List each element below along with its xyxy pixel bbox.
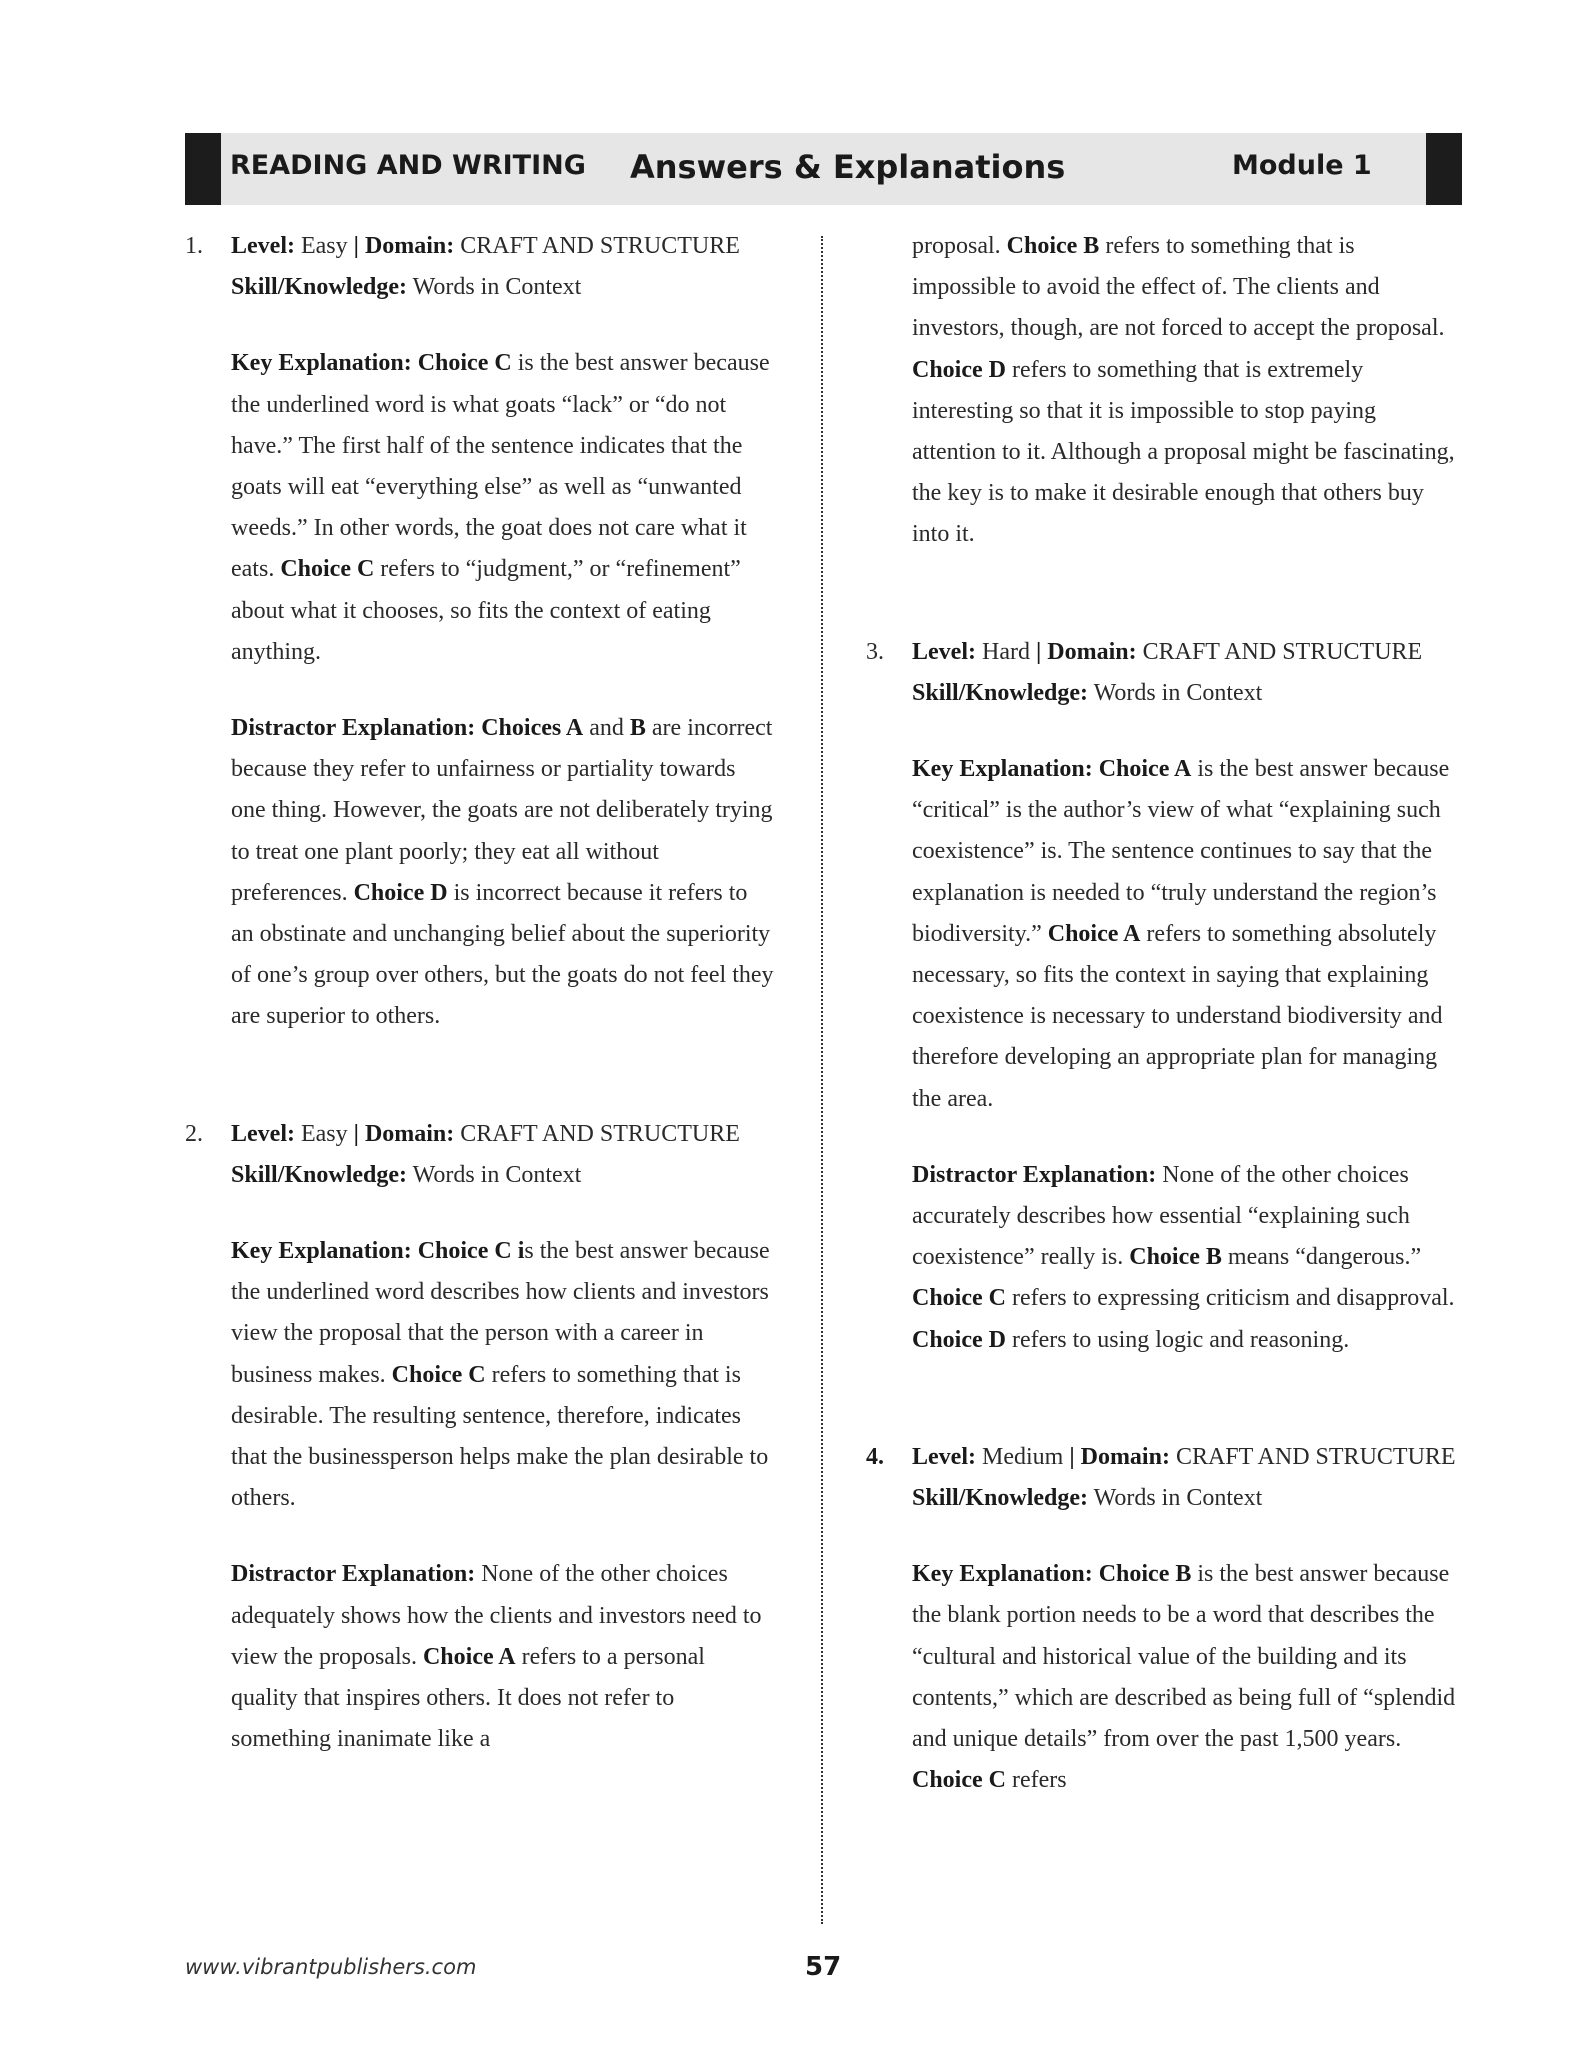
explanation-text: is the best answer because the underlined word is what goats “lack” or “do not have.” The first half of the sentence indicates that the goats will eat “everything else” as well as “unwanted weeds.” In other words, the goat does not care what it eats.: [231, 350, 770, 583]
right-column: [866, 226, 1462, 1802]
key-explanation: [231, 1231, 775, 1519]
question-1: [185, 226, 775, 1038]
domain-label: Domain:: [364, 233, 455, 259]
distractor-label: Distractor Explanation:: [231, 1561, 476, 1588]
level-label: Level:: [912, 638, 976, 665]
distractor-explanation: [912, 1155, 1462, 1361]
choice-ref: Choice B: [1006, 233, 1100, 259]
explanation-text: s the best answer because the underlined word describes how clients and investors view the proposal that the person with a career in business makes.: [231, 1238, 770, 1388]
meta-separator: |: [353, 1120, 359, 1147]
level-value: Medium: [981, 1443, 1064, 1470]
choice-ref: Choice D: [353, 879, 448, 906]
skill-value: Words in Context: [412, 274, 582, 301]
header-title: Answers & Explanations: [630, 148, 1066, 186]
question-2: [185, 1114, 775, 1761]
meta-separator: |: [1035, 638, 1042, 665]
explanation-text: refers to something that is impossible to avoid the effect of. The clients and investors, though, are not forced to accept the proposal.: [912, 233, 1445, 342]
question-number: 4.: [866, 1443, 884, 1470]
explanation-text: and: [589, 715, 624, 742]
choice-ref: Choice A: [422, 1643, 516, 1670]
key-label: Key Explanation:: [231, 350, 412, 377]
explanation-text: refers to expressing criticism and disapproval.: [1011, 1285, 1455, 1312]
explanation-text: refers to a personal quality that inspires others. It does not refer to something inanimate like a: [231, 1643, 705, 1753]
key-explanation: [231, 343, 775, 673]
choice-ref: Choice C: [417, 350, 512, 377]
skill-label: Skill/Knowledge:: [912, 679, 1089, 706]
level-label: Level:: [231, 1120, 295, 1147]
distractor-label: Distractor Explanation:: [231, 715, 476, 742]
choice-ref: Choice D: [912, 356, 1006, 383]
skill-label: Skill/Knowledge:: [231, 274, 408, 301]
level-value: Easy: [300, 1120, 348, 1147]
meta-separator: |: [1069, 1443, 1075, 1470]
left-column: [185, 226, 775, 1761]
explanation-text: None of the other choices adequately shows how the clients and investors need to view the proposals.: [231, 1561, 762, 1670]
choice-ref: Choice B: [1098, 1561, 1192, 1588]
choice-ref: Choice C: [391, 1361, 486, 1388]
choice-ref: Choice A: [1098, 756, 1192, 783]
explanation-text: refers to “judgment,” or “refinement” about what it chooses, so fits the context of eating anything.: [231, 556, 741, 665]
choice-ref: Choices A: [481, 715, 584, 742]
skill-value: Words in Context: [412, 1161, 582, 1188]
domain-label: Domain:: [1080, 1443, 1170, 1470]
explanation-text: is incorrect because it refers to an obstinate and unchanging belief about the superiority of one’s group over others, but the goats do not feel they are superior to others.: [231, 879, 774, 1030]
domain-value: CRAFT AND STRUCTURE: [1142, 638, 1423, 665]
choice-ref: Choice C i: [417, 1238, 525, 1265]
key-label: Key Explanation:: [912, 1561, 1093, 1588]
skill-label: Skill/Knowledge:: [912, 1485, 1089, 1512]
question-number: 3.: [866, 638, 884, 665]
choice-ref: Choice C: [912, 1285, 1006, 1312]
column-divider: [821, 236, 823, 1924]
skill-value: Words in Context: [1093, 1485, 1263, 1512]
question-meta: [912, 1437, 1462, 1519]
distractor-label: Distractor Explanation:: [912, 1161, 1157, 1188]
explanation-text: refers to using logic and reasoning.: [1011, 1326, 1350, 1353]
key-label: Key Explanation:: [912, 756, 1093, 783]
header-section-label: READING AND WRITING: [230, 150, 586, 181]
domain-value: CRAFT AND STRUCTURE: [460, 1120, 740, 1147]
question-number: 2.: [185, 1120, 203, 1147]
domain-value: CRAFT AND STRUCTURE: [1175, 1443, 1456, 1470]
level-label: Level:: [912, 1443, 976, 1470]
header-left-block: [185, 133, 221, 205]
domain-label: Domain:: [364, 1120, 455, 1147]
level-value: Easy: [300, 233, 348, 259]
question-number: 1.: [185, 233, 203, 259]
distractor-explanation: [231, 1554, 775, 1760]
question-2-continued: [866, 226, 1462, 556]
question-meta: [912, 632, 1462, 714]
explanation-text: refers to something that is extremely interesting so that it is impossible to stop paying attention to it. Although a proposal might be fascinating, the key is to make it desirable enough that others buy into it.: [912, 356, 1455, 548]
question-meta: [231, 226, 775, 308]
explanation-text: refers to something that is desirable. The resulting sentence, therefore, indicates that the businessperson helps make the plan desirable to others.: [231, 1361, 769, 1512]
skill-label: Skill/Knowledge:: [231, 1161, 408, 1188]
domain-value: CRAFT AND STRUCTURE: [460, 233, 740, 259]
explanation-text: None of the other choices accurately describes how essential “explaining such coexistence” really is.: [912, 1161, 1410, 1271]
question-meta: [231, 1114, 775, 1196]
key-explanation: [912, 1554, 1462, 1801]
choice-ref: Choice D: [912, 1326, 1006, 1353]
explanation-text: refers: [1011, 1767, 1067, 1794]
question-3: [866, 632, 1462, 1361]
footer-url: www.vibrantpublishers.com: [185, 1955, 477, 1979]
choice-ref: Choice A: [1047, 920, 1141, 947]
header-right-block: [1426, 133, 1462, 205]
explanation-text: is the best answer because the blank portion needs to be a word that describes the “cultural and historical value of the building and its contents,” which are described as being full of “splendid and unique details” from over the past 1,500 years.: [912, 1561, 1456, 1753]
explanation-text: refers to something absolutely necessary, so fits the context in saying that explaining coexistence is necessary to understand biodiversity and therefore developing an appropriate plan for managing the area.: [912, 920, 1443, 1112]
choice-ref: Choice C: [912, 1767, 1006, 1794]
meta-separator: |: [353, 233, 359, 259]
question-4: [866, 1437, 1462, 1802]
distractor-explanation: [231, 708, 775, 1038]
domain-label: Domain:: [1047, 638, 1137, 665]
key-explanation: [912, 749, 1462, 1120]
explanation-text: is the best answer because “critical” is the author’s view of what “explaining such coexistence” is. The sentence continues to say that the explanation is needed to “truly understand the region’s biodiversity.”: [912, 756, 1450, 947]
explanation-text: proposal.: [912, 233, 1001, 259]
level-value: Hard: [981, 638, 1030, 665]
explanation-text: means “dangerous.”: [1227, 1244, 1422, 1271]
header-module-label: Module 1: [1232, 150, 1372, 181]
level-label: Level:: [231, 233, 295, 259]
choice-ref: Choice C: [280, 556, 375, 583]
choice-ref: B: [629, 715, 646, 742]
explanation-text: are incorrect because they refer to unfairness or partiality towards one thing. However, the goats are not deliberately trying to treat one plant poorly; they eat all without preferences.: [231, 715, 773, 906]
skill-value: Words in Context: [1093, 679, 1263, 706]
choice-ref: Choice B: [1129, 1244, 1222, 1271]
page-number: 57: [805, 1952, 842, 1982]
key-label: Key Explanation:: [231, 1238, 412, 1265]
